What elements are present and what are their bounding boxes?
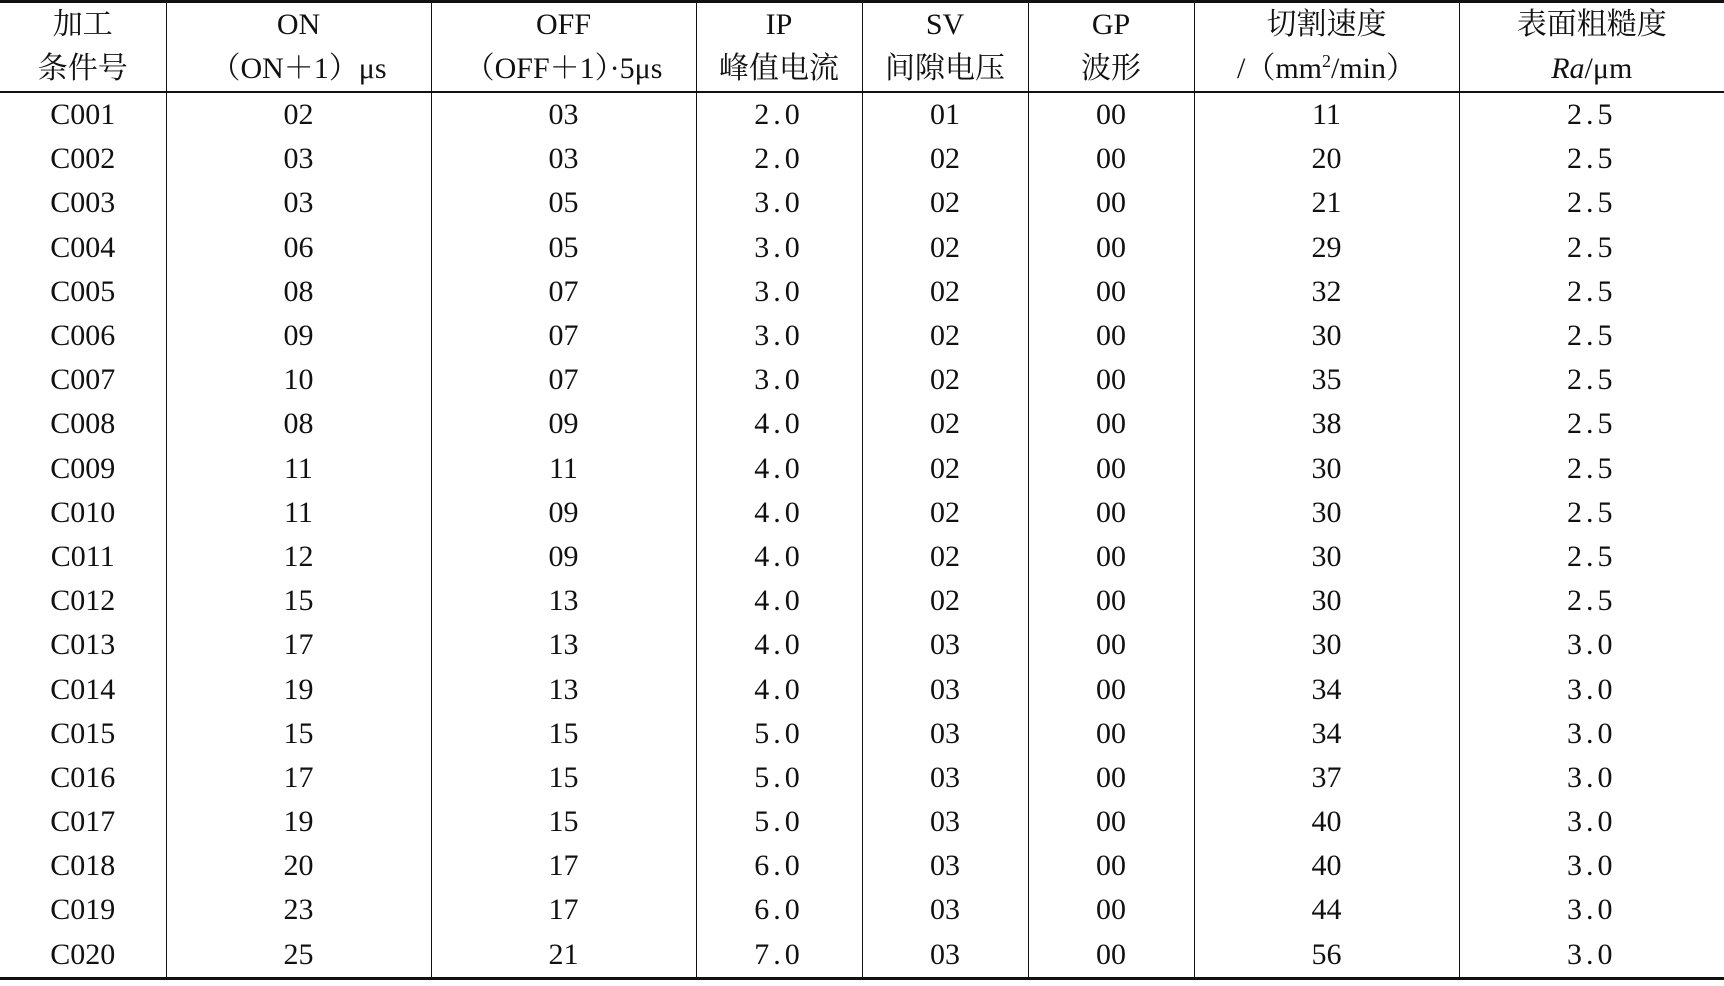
cell-on: 08 xyxy=(166,402,431,446)
cell-off: 13 xyxy=(431,579,696,623)
header-off-sub: （OFF＋1）·5μs xyxy=(431,47,696,92)
cell-off: 11 xyxy=(431,447,696,491)
cell-off: 15 xyxy=(431,712,696,756)
cell-on: 10 xyxy=(166,358,431,402)
cell-condition-no: C014 xyxy=(0,667,166,711)
table-row xyxy=(0,800,1724,844)
cell-surface-roughness: 2.5 xyxy=(1567,274,1617,308)
table-body xyxy=(0,92,1724,978)
header-ip: IP xyxy=(696,2,862,48)
cell-condition-no: C003 xyxy=(0,181,166,225)
cell-off: 03 xyxy=(431,92,696,137)
header-condition-no: 加工 xyxy=(0,2,166,48)
cell-ip: 6.0 xyxy=(696,844,862,888)
cell-sv: 02 xyxy=(862,358,1028,402)
table-row xyxy=(0,270,1724,314)
header-on: ON xyxy=(166,2,431,48)
cell-sv: 03 xyxy=(862,712,1028,756)
cell-cutting-speed: 11 xyxy=(1194,92,1459,137)
cell-surface-roughness: 2.5 xyxy=(1567,495,1617,529)
cell-cutting-speed: 35 xyxy=(1194,358,1459,402)
cell-ip: 4.0 xyxy=(696,491,862,535)
cell-surface-roughness: 3.0 xyxy=(1567,628,1617,662)
cell-sv: 02 xyxy=(862,535,1028,579)
cell-condition-no: C001 xyxy=(0,92,166,137)
cell-on: 19 xyxy=(166,800,431,844)
cell-ip: 5.0 xyxy=(696,712,862,756)
cell-gp: 00 xyxy=(1028,800,1194,844)
header-gp-sub: 波形 xyxy=(1028,47,1194,92)
cell-surface-roughness: 3.0 xyxy=(1567,716,1617,750)
cell-cutting-speed: 30 xyxy=(1194,623,1459,667)
header-surface-roughness: 表面粗糙度 xyxy=(1459,2,1724,48)
cell-gp: 00 xyxy=(1028,844,1194,888)
cell-off: 07 xyxy=(431,270,696,314)
cell-cutting-speed: 30 xyxy=(1194,447,1459,491)
cell-condition-no: C018 xyxy=(0,844,166,888)
cell-ip: 7.0 xyxy=(696,933,862,979)
cell-sv: 02 xyxy=(862,491,1028,535)
header-off: OFF xyxy=(431,2,696,48)
cell-ip: 3.0 xyxy=(696,270,862,314)
cell-cutting-speed: 30 xyxy=(1194,491,1459,535)
cell-gp: 00 xyxy=(1028,358,1194,402)
table-row xyxy=(0,667,1724,711)
cell-on: 15 xyxy=(166,712,431,756)
cell-gp: 00 xyxy=(1028,92,1194,137)
cell-ip: 6.0 xyxy=(696,888,862,932)
cell-gp: 00 xyxy=(1028,402,1194,446)
cell-on: 17 xyxy=(166,756,431,800)
cell-gp: 00 xyxy=(1028,137,1194,181)
header-gp: GP xyxy=(1028,2,1194,48)
cell-cutting-speed: 30 xyxy=(1194,314,1459,358)
cell-off: 07 xyxy=(431,358,696,402)
cell-ip: 3.0 xyxy=(696,181,862,225)
cell-on: 20 xyxy=(166,844,431,888)
cell-cutting-speed: 40 xyxy=(1194,844,1459,888)
cell-condition-no: C013 xyxy=(0,623,166,667)
cell-sv: 02 xyxy=(862,447,1028,491)
cell-cutting-speed: 37 xyxy=(1194,756,1459,800)
cell-gp: 00 xyxy=(1028,226,1194,270)
cell-ip: 4.0 xyxy=(696,667,862,711)
table-row xyxy=(0,181,1724,225)
speed-unit-pre: /（mm xyxy=(1236,52,1322,85)
cell-condition-no: C020 xyxy=(0,933,166,979)
cell-off: 21 xyxy=(431,933,696,979)
header-surface-roughness-unit xyxy=(1459,47,1724,92)
cell-off: 05 xyxy=(431,226,696,270)
cell-cutting-speed: 30 xyxy=(1194,535,1459,579)
cell-ip: 4.0 xyxy=(696,579,862,623)
table-row xyxy=(0,888,1724,932)
table-row xyxy=(0,579,1724,623)
cell-ip: 3.0 xyxy=(696,314,862,358)
header-condition-no-sub: 条件号 xyxy=(0,47,166,92)
table-row xyxy=(0,314,1724,358)
cell-ip: 4.0 xyxy=(696,447,862,491)
cell-surface-roughness: 2.5 xyxy=(1567,407,1617,441)
cell-gp: 00 xyxy=(1028,712,1194,756)
header-on-sub: （ON＋1）μs xyxy=(166,47,431,92)
table-row xyxy=(0,623,1724,667)
cell-cutting-speed: 32 xyxy=(1194,270,1459,314)
cell-on: 25 xyxy=(166,933,431,979)
cell-cutting-speed: 40 xyxy=(1194,800,1459,844)
cell-surface-roughness: 3.0 xyxy=(1567,893,1617,927)
cell-on: 03 xyxy=(166,137,431,181)
cell-gp: 00 xyxy=(1028,447,1194,491)
cell-ip: 3.0 xyxy=(696,226,862,270)
cell-condition-no: C007 xyxy=(0,358,166,402)
roughness-unit: /μm xyxy=(1584,52,1633,85)
cell-off: 15 xyxy=(431,756,696,800)
cell-condition-no: C005 xyxy=(0,270,166,314)
cell-off: 09 xyxy=(431,491,696,535)
cell-ip: 3.0 xyxy=(696,358,862,402)
header-cutting-speed: 切割速度 xyxy=(1194,2,1459,48)
cell-on: 11 xyxy=(166,447,431,491)
cell-sv: 01 xyxy=(862,92,1028,137)
cell-sv: 02 xyxy=(862,402,1028,446)
cell-sv: 03 xyxy=(862,756,1028,800)
cell-on: 11 xyxy=(166,491,431,535)
header-row-1 xyxy=(0,2,1724,48)
cell-off: 09 xyxy=(431,402,696,446)
cell-cutting-speed: 38 xyxy=(1194,402,1459,446)
cell-off: 13 xyxy=(431,667,696,711)
cell-sv: 02 xyxy=(862,137,1028,181)
cell-off: 05 xyxy=(431,181,696,225)
cell-surface-roughness: 3.0 xyxy=(1567,760,1617,794)
cell-condition-no: C004 xyxy=(0,226,166,270)
cell-sv: 02 xyxy=(862,270,1028,314)
cell-on: 19 xyxy=(166,667,431,711)
cell-cutting-speed: 21 xyxy=(1194,181,1459,225)
cell-sv: 03 xyxy=(862,667,1028,711)
cell-on: 02 xyxy=(166,92,431,137)
cell-condition-no: C009 xyxy=(0,447,166,491)
cell-gp: 00 xyxy=(1028,933,1194,979)
cell-gp: 00 xyxy=(1028,181,1194,225)
cell-cutting-speed: 34 xyxy=(1194,667,1459,711)
table-header xyxy=(0,2,1724,93)
cell-condition-no: C011 xyxy=(0,535,166,579)
cell-sv: 03 xyxy=(862,933,1028,979)
cell-sv: 02 xyxy=(862,226,1028,270)
cell-condition-no: C008 xyxy=(0,402,166,446)
cell-off: 15 xyxy=(431,800,696,844)
cell-cutting-speed: 44 xyxy=(1194,888,1459,932)
cell-cutting-speed: 29 xyxy=(1194,226,1459,270)
cell-sv: 03 xyxy=(862,844,1028,888)
cell-cutting-speed: 34 xyxy=(1194,712,1459,756)
cell-gp: 00 xyxy=(1028,579,1194,623)
cell-ip: 4.0 xyxy=(696,402,862,446)
table-row xyxy=(0,712,1724,756)
table-row xyxy=(0,358,1724,402)
cell-off: 13 xyxy=(431,623,696,667)
table-row xyxy=(0,447,1724,491)
cell-sv: 02 xyxy=(862,314,1028,358)
cell-surface-roughness: 2.5 xyxy=(1567,98,1617,132)
cell-off: 09 xyxy=(431,535,696,579)
cell-gp: 00 xyxy=(1028,535,1194,579)
cell-condition-no: C017 xyxy=(0,800,166,844)
cell-gp: 00 xyxy=(1028,623,1194,667)
cell-condition-no: C010 xyxy=(0,491,166,535)
cell-cutting-speed: 30 xyxy=(1194,579,1459,623)
cell-gp: 00 xyxy=(1028,667,1194,711)
cell-on: 23 xyxy=(166,888,431,932)
cell-on: 15 xyxy=(166,579,431,623)
cell-ip: 2.0 xyxy=(696,137,862,181)
cell-gp: 00 xyxy=(1028,756,1194,800)
header-sv: SV xyxy=(862,2,1028,48)
cell-gp: 00 xyxy=(1028,888,1194,932)
cell-ip: 4.0 xyxy=(696,623,862,667)
cell-cutting-speed: 20 xyxy=(1194,137,1459,181)
cell-off: 03 xyxy=(431,137,696,181)
header-row-2 xyxy=(0,47,1724,92)
table-row xyxy=(0,137,1724,181)
cell-surface-roughness: 2.5 xyxy=(1567,142,1617,176)
table-row xyxy=(0,756,1724,800)
cell-surface-roughness: 2.5 xyxy=(1567,319,1617,353)
speed-unit-post: /min） xyxy=(1331,52,1417,85)
cell-sv: 03 xyxy=(862,623,1028,667)
cell-on: 12 xyxy=(166,535,431,579)
cell-off: 17 xyxy=(431,844,696,888)
cell-sv: 03 xyxy=(862,888,1028,932)
cell-on: 09 xyxy=(166,314,431,358)
cell-ip: 5.0 xyxy=(696,756,862,800)
cell-condition-no: C015 xyxy=(0,712,166,756)
cell-sv: 02 xyxy=(862,579,1028,623)
cell-condition-no: C019 xyxy=(0,888,166,932)
cell-on: 03 xyxy=(166,181,431,225)
cell-surface-roughness: 2.5 xyxy=(1567,539,1617,573)
cell-gp: 00 xyxy=(1028,314,1194,358)
table-row xyxy=(0,844,1724,888)
table-row xyxy=(0,535,1724,579)
header-ip-sub: 峰值电流 xyxy=(696,47,862,92)
cell-on: 17 xyxy=(166,623,431,667)
cell-sv: 03 xyxy=(862,800,1028,844)
cell-off: 07 xyxy=(431,314,696,358)
cell-surface-roughness: 2.5 xyxy=(1567,186,1617,220)
table-row xyxy=(0,491,1724,535)
cell-cutting-speed: 56 xyxy=(1194,933,1459,979)
table-row xyxy=(0,402,1724,446)
cell-surface-roughness: 2.5 xyxy=(1567,363,1617,397)
cell-surface-roughness: 2.5 xyxy=(1567,584,1617,618)
header-sv-sub: 间隙电压 xyxy=(862,47,1028,92)
cell-gp: 00 xyxy=(1028,270,1194,314)
cell-surface-roughness: 3.0 xyxy=(1567,849,1617,883)
speed-unit-superscript: 2 xyxy=(1322,51,1331,71)
roughness-symbol: Ra xyxy=(1551,52,1585,85)
table-row xyxy=(0,933,1724,979)
cell-condition-no: C012 xyxy=(0,579,166,623)
cell-condition-no: C006 xyxy=(0,314,166,358)
cell-surface-roughness: 2.5 xyxy=(1567,451,1617,485)
cell-surface-roughness: 3.0 xyxy=(1459,933,1724,979)
cell-ip: 4.0 xyxy=(696,535,862,579)
cell-off: 17 xyxy=(431,888,696,932)
header-cutting-speed-unit xyxy=(1194,47,1459,92)
cell-surface-roughness: 3.0 xyxy=(1567,805,1617,839)
cell-sv: 02 xyxy=(862,181,1028,225)
cell-condition-no: C016 xyxy=(0,756,166,800)
cell-surface-roughness: 3.0 xyxy=(1567,672,1617,706)
cell-on: 06 xyxy=(166,226,431,270)
cell-ip: 5.0 xyxy=(696,800,862,844)
cell-gp: 00 xyxy=(1028,491,1194,535)
table-row xyxy=(0,92,1724,137)
cell-condition-no: C002 xyxy=(0,137,166,181)
cell-surface-roughness: 2.5 xyxy=(1567,230,1617,264)
cell-on: 08 xyxy=(166,270,431,314)
cell-ip: 2.0 xyxy=(696,92,862,137)
table-row xyxy=(0,226,1724,270)
